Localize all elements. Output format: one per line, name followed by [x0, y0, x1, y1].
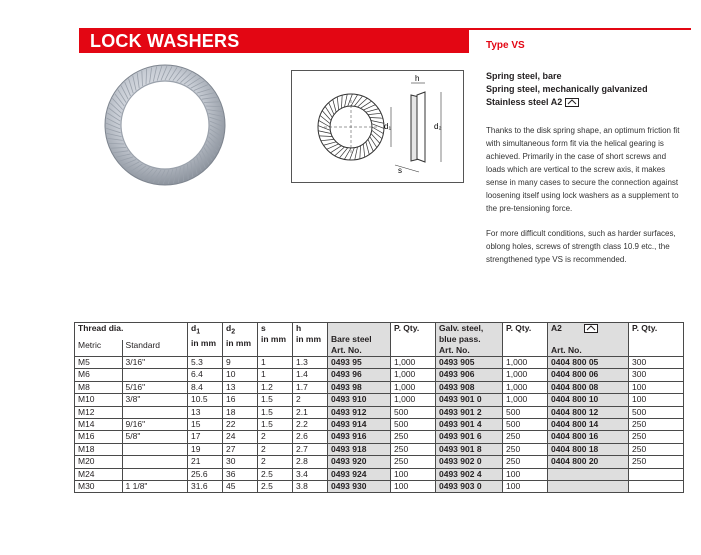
cell-galv-art-no: 0493 901 2 [436, 406, 503, 418]
header-rule [469, 28, 691, 30]
cell-bare-qty: 1,000 [391, 357, 436, 369]
cell-d2: 18 [223, 406, 258, 418]
diagram-label-d2: d₂ [434, 122, 442, 131]
table-row [75, 443, 684, 455]
cell-a2-art-no: 0404 800 05 [548, 357, 629, 369]
table-row [75, 418, 684, 430]
cell-metric: M16 [75, 431, 123, 443]
washer-photo [100, 60, 230, 190]
cell-metric: M10 [75, 394, 123, 406]
cell-s: 2 [258, 443, 293, 455]
materials-list [486, 70, 648, 109]
cell-h: 2.6 [293, 431, 328, 443]
cell-galv-qty: 100 [503, 480, 548, 492]
thread-dia-header: Thread dia. [75, 323, 188, 340]
cell-d2: 24 [223, 431, 258, 443]
cell-bare-steel-art-no: 0493 912 [328, 406, 391, 418]
cell-a2-art-no: 0404 800 10 [548, 394, 629, 406]
cell-metric: M8 [75, 381, 123, 393]
pqty-header: P. Qty. [629, 323, 684, 357]
galv-steel-header: Galv. steel, blue pass. Art. No. [436, 323, 503, 357]
cell-standard: 1 1/8" [122, 480, 187, 492]
cell-h: 1.3 [293, 357, 328, 369]
d2-header: $d_2$ in mm [223, 323, 258, 357]
cell-d1: 15 [188, 418, 223, 430]
cell-d2: 22 [223, 418, 258, 430]
cell-a2-art-no: 0404 800 12 [548, 406, 629, 418]
cell-standard: 9/16" [122, 418, 187, 430]
cell-galv-art-no: 0493 901 8 [436, 443, 503, 455]
table-row [75, 480, 684, 492]
cell-metric: M20 [75, 456, 123, 468]
cell-standard: 5/8" [122, 431, 187, 443]
table-row [75, 357, 684, 369]
description [486, 124, 686, 278]
cell-bare-qty: 500 [391, 418, 436, 430]
cell-bare-qty: 1,000 [391, 381, 436, 393]
cell-galv-art-no: 0493 901 4 [436, 418, 503, 430]
cell-d2: 9 [223, 357, 258, 369]
cell-a2-qty: 500 [629, 406, 684, 418]
cell-a2-qty: 100 [629, 381, 684, 393]
cell-galv-qty: 500 [503, 406, 548, 418]
cell-a2-art-no: 0404 800 14 [548, 418, 629, 430]
table-row [75, 456, 684, 468]
a2-header: A2 Art. No. [548, 323, 629, 357]
cell-h: 1.7 [293, 381, 328, 393]
cell-galv-qty: 1,000 [503, 381, 548, 393]
cell-h: 2 [293, 394, 328, 406]
cell-a2-qty: 250 [629, 456, 684, 468]
cell-standard [122, 369, 187, 381]
cell-galv-art-no: 0493 905 [436, 357, 503, 369]
cell-metric: M14 [75, 418, 123, 430]
cell-galv-qty: 100 [503, 468, 548, 480]
cell-a2-qty: 250 [629, 431, 684, 443]
stainless-steel-icon [565, 98, 579, 107]
cell-standard [122, 456, 187, 468]
cell-s: 1.5 [258, 394, 293, 406]
cell-h: 2.1 [293, 406, 328, 418]
table-row [75, 468, 684, 480]
cell-s: 1.2 [258, 381, 293, 393]
cell-d1: 6.4 [188, 369, 223, 381]
cell-h: 3.4 [293, 468, 328, 480]
cell-a2-qty: 100 [629, 394, 684, 406]
page-title: LOCK WASHERS [90, 31, 240, 51]
table-row [75, 369, 684, 381]
stainless-steel-icon [584, 324, 598, 333]
cell-galv-qty: 250 [503, 431, 548, 443]
cell-galv-qty: 250 [503, 456, 548, 468]
cell-galv-qty: 1,000 [503, 357, 548, 369]
cell-galv-art-no: 0493 901 0 [436, 394, 503, 406]
table-row [75, 381, 684, 393]
cell-galv-art-no: 0493 908 [436, 381, 503, 393]
cell-h: 2.2 [293, 418, 328, 430]
cell-galv-art-no: 0493 906 [436, 369, 503, 381]
cell-a2-qty: 250 [629, 418, 684, 430]
table-header-row [75, 323, 684, 340]
cell-s: 1 [258, 369, 293, 381]
description-paragraph: Thanks to the disk spring shape, an optimum friction fit with simultaneous form fit via the helical gearing is achieved. Primarily in the case of short screws and loads which are vertical to the screw axis, it makes sense in many cases to secure the connection against loosening itself using lock washers as a supplement to the pre-tensioning force. [486, 126, 680, 213]
cell-d1: 10.5 [188, 394, 223, 406]
cell-d2: 30 [223, 456, 258, 468]
cell-metric: M24 [75, 468, 123, 480]
cell-d1: 5.3 [188, 357, 223, 369]
metric-header: Metric [75, 340, 123, 357]
table-row [75, 394, 684, 406]
diagram-label-d1: d₁ [384, 122, 392, 131]
s-header: s in mm [258, 323, 293, 357]
cell-metric: M30 [75, 480, 123, 492]
type-label: Type VS [486, 40, 525, 51]
cell-d1: 31.6 [188, 480, 223, 492]
cell-galv-qty: 250 [503, 443, 548, 455]
cell-h: 1.4 [293, 369, 328, 381]
cell-s: 1.5 [258, 406, 293, 418]
table-row [75, 406, 684, 418]
cell-d2: 27 [223, 443, 258, 455]
cell-d1: 25.6 [188, 468, 223, 480]
table-body [75, 357, 684, 493]
material-item: Spring steel, bare [486, 71, 562, 81]
material-item-label: Stainless steel A2 [486, 97, 563, 107]
cell-a2-qty: 300 [629, 369, 684, 381]
cell-galv-qty: 500 [503, 418, 548, 430]
cell-d1: 8.4 [188, 381, 223, 393]
h-header: h in mm [293, 323, 328, 357]
cell-d2: 10 [223, 369, 258, 381]
washer-diagram [291, 70, 464, 183]
cell-d2: 16 [223, 394, 258, 406]
spec-table [74, 322, 684, 493]
cell-bare-qty: 250 [391, 443, 436, 455]
material-item [486, 96, 648, 109]
cell-galv-qty: 1,000 [503, 394, 548, 406]
cell-a2-qty: 300 [629, 357, 684, 369]
material-item: Spring steel, mechanically galvanized [486, 84, 648, 94]
cell-bare-steel-art-no: 0493 95 [328, 357, 391, 369]
cell-bare-steel-art-no: 0493 910 [328, 394, 391, 406]
cell-a2-art-no [548, 468, 629, 480]
cell-d1: 13 [188, 406, 223, 418]
cell-s: 2 [258, 431, 293, 443]
cell-bare-steel-art-no: 0493 930 [328, 480, 391, 492]
cell-a2-art-no: 0404 800 18 [548, 443, 629, 455]
cell-d2: 13 [223, 381, 258, 393]
cell-galv-art-no: 0493 902 0 [436, 456, 503, 468]
cell-bare-qty: 1,000 [391, 369, 436, 381]
cell-s: 2.5 [258, 468, 293, 480]
cell-bare-qty: 250 [391, 431, 436, 443]
cell-metric: M6 [75, 369, 123, 381]
cell-a2-art-no: 0404 800 08 [548, 381, 629, 393]
cell-s: 1 [258, 357, 293, 369]
bare-steel-header: Bare steel Art. No. [328, 323, 391, 357]
cell-bare-steel-art-no: 0493 96 [328, 369, 391, 381]
cell-s: 1.5 [258, 418, 293, 430]
cell-bare-steel-art-no: 0493 924 [328, 468, 391, 480]
cell-metric: M12 [75, 406, 123, 418]
cell-standard: 5/16" [122, 381, 187, 393]
cell-galv-qty: 1,000 [503, 369, 548, 381]
cell-standard: 3/8" [122, 394, 187, 406]
cell-bare-qty: 100 [391, 468, 436, 480]
pqty-header: P. Qty. [503, 323, 548, 357]
cell-standard [122, 443, 187, 455]
table-row [75, 431, 684, 443]
cell-a2-art-no: 0404 800 06 [548, 369, 629, 381]
cell-bare-qty: 500 [391, 406, 436, 418]
cell-metric: M18 [75, 443, 123, 455]
cell-d1: 21 [188, 456, 223, 468]
cell-standard: 3/16" [122, 357, 187, 369]
cell-h: 2.7 [293, 443, 328, 455]
pqty-header: P. Qty. [391, 323, 436, 357]
cell-a2-qty: 250 [629, 443, 684, 455]
cell-metric: M5 [75, 357, 123, 369]
diagram-label-h: h [415, 74, 420, 83]
cell-bare-steel-art-no: 0493 98 [328, 381, 391, 393]
cell-bare-qty: 250 [391, 456, 436, 468]
cell-bare-qty: 100 [391, 480, 436, 492]
cell-standard [122, 406, 187, 418]
cell-d2: 45 [223, 480, 258, 492]
d1-header: $d_1$ in mm [188, 323, 223, 357]
cell-standard [122, 468, 187, 480]
cell-galv-art-no: 0493 901 6 [436, 431, 503, 443]
cell-a2-art-no [548, 480, 629, 492]
cell-galv-art-no: 0493 902 4 [436, 468, 503, 480]
cell-s: 2.5 [258, 480, 293, 492]
cell-h: 3.8 [293, 480, 328, 492]
cell-d2: 36 [223, 468, 258, 480]
cell-a2-art-no: 0404 800 16 [548, 431, 629, 443]
cell-bare-steel-art-no: 0493 914 [328, 418, 391, 430]
cell-bare-qty: 1,000 [391, 394, 436, 406]
cell-bare-steel-art-no: 0493 920 [328, 456, 391, 468]
cell-d1: 19 [188, 443, 223, 455]
cell-bare-steel-art-no: 0493 918 [328, 443, 391, 455]
cell-d1: 17 [188, 431, 223, 443]
cell-galv-art-no: 0493 903 0 [436, 480, 503, 492]
cell-a2-qty [629, 468, 684, 480]
cell-h: 2.8 [293, 456, 328, 468]
cell-bare-steel-art-no: 0493 916 [328, 431, 391, 443]
description-paragraph: For more difficult conditions, such as harder surfaces, oblong holes, screws of strength class 10.9 etc., the strengthened type VS is recommended. [486, 229, 676, 264]
cell-a2-qty [629, 480, 684, 492]
cell-a2-art-no: 0404 800 20 [548, 456, 629, 468]
diagram-label-s: s [398, 166, 402, 175]
standard-header: Standard [122, 340, 187, 357]
cell-s: 2 [258, 456, 293, 468]
